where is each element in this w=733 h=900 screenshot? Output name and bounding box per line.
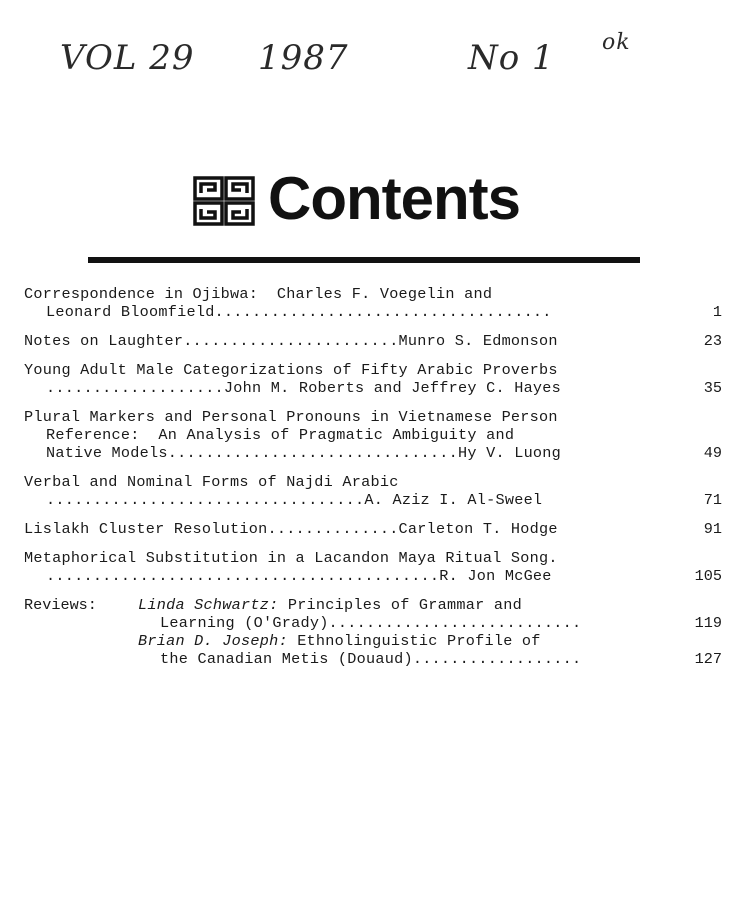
entry-line: Notes on Laughter.......................Munro S. Edmonson — [24, 332, 558, 350]
page-number: 105 — [694, 567, 722, 585]
toc-entry — [24, 285, 724, 321]
entry-line: Lislakh Cluster Resolution..............Carleton T. Hodge — [24, 520, 558, 538]
handwritten-ok: ok — [602, 30, 631, 55]
page-number: 1 — [712, 303, 722, 321]
entry-line: Young Adult Male Categorizations of Fifty Arabic Proverbs — [24, 361, 558, 379]
entry-line: ..................................A. Aziz I. Al-Sweel — [46, 491, 543, 509]
entry-line: Leonard Bloomfield.................................... — [46, 303, 552, 321]
page-number: 71 — [703, 491, 722, 509]
entry-line: Native Models...............................Hy V. Luong — [46, 444, 562, 462]
reviewer-name: Linda Schwartz: — [138, 596, 279, 614]
handwritten-volume: VOL 29 — [60, 38, 195, 78]
review-entry — [24, 632, 724, 668]
review-line: Learning (O'Grady)........................... — [160, 614, 582, 632]
journal-logo-icon — [193, 176, 255, 226]
entry-line: Reference: An Analysis of Pragmatic Ambiguity and — [46, 426, 515, 444]
handwritten-year: 1987 — [258, 38, 349, 78]
entry-line: ..........................................R. Jon McGee — [46, 567, 552, 585]
table-of-contents — [24, 285, 724, 679]
page-number: 91 — [703, 520, 722, 538]
entry-line: Metaphorical Substitution in a Lacandon Maya Ritual Song. — [24, 549, 558, 567]
reviews-label: Reviews: — [24, 596, 97, 614]
review-title: Principles of Grammar and — [278, 596, 522, 614]
review-title: Ethnolinguistic Profile of — [287, 632, 541, 650]
handwritten-number: No 1 — [468, 38, 555, 78]
entry-line: Plural Markers and Personal Pronouns in Vietnamese Person — [24, 408, 558, 426]
review-line: the Canadian Metis (Douaud).................. — [160, 650, 582, 668]
page-number: 23 — [703, 332, 722, 350]
entry-line: Correspondence in Ojibwa: Charles F. Voegelin and — [24, 285, 493, 303]
reviewer-name: Brian D. Joseph: — [138, 632, 288, 650]
review-entry — [24, 596, 724, 632]
review-line — [138, 596, 644, 614]
entry-line: ...................John M. Roberts and Jeffrey C. Hayes — [46, 379, 562, 397]
toc-entry — [24, 332, 724, 350]
toc-entry — [24, 549, 724, 585]
page-number: 35 — [703, 379, 722, 397]
page-title: Contents — [268, 165, 520, 232]
page-number: 127 — [694, 650, 722, 668]
toc-entry — [24, 361, 724, 397]
page-number: 119 — [694, 614, 722, 632]
entry-line: Verbal and Nominal Forms of Najdi Arabic — [24, 473, 399, 491]
toc-entry — [24, 520, 724, 538]
reviews-section — [24, 596, 724, 668]
page-number: 49 — [703, 444, 722, 462]
title-rule — [88, 257, 640, 263]
toc-entry — [24, 408, 724, 462]
review-line — [138, 632, 644, 650]
toc-entry — [24, 473, 724, 509]
